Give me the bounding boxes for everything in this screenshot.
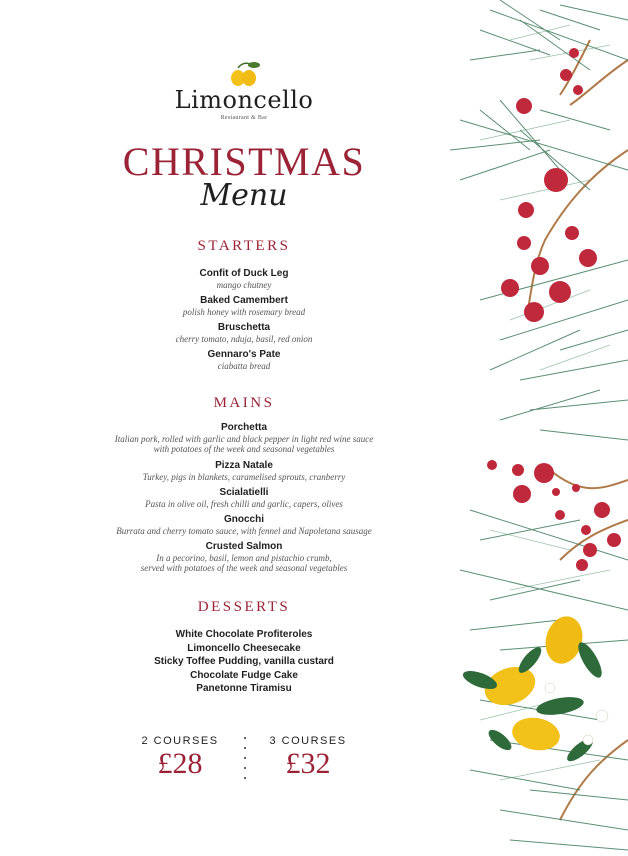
item-name: Confit of Duck Leg [199,268,289,279]
dessert-item: Panetonne Tiramisu [196,683,292,694]
starters-heading: STARTERS [197,238,291,254]
desserts-list [0,628,488,696]
item-description: mango chutney [216,280,272,290]
menu-item [0,541,488,573]
menu-item [0,268,488,290]
logo [0,60,488,121]
price-label: 2 COURSES [141,735,219,747]
price-three-courses [238,735,378,781]
item-name: Gnocchi [223,514,264,525]
lemon-logo-icon [224,60,264,88]
dessert-item: White Chocolate Profiteroles [175,629,313,640]
item-description: Burrata and cherry tomato sauce, with fennel and Napoletana sausage [116,526,372,536]
menu-item [0,460,488,482]
menu-title: CHRISTMAS [122,139,366,184]
item-description: ciabatta bread [217,361,271,371]
menu-item [0,322,488,344]
price-label: 3 COURSES [269,735,347,747]
item-name: Scialatielli [219,487,269,498]
mains-heading: MAINS [213,395,275,411]
item-name: Crusted Salmon [205,541,283,552]
menu-item [0,487,488,509]
brand-name: Limoncello [174,86,314,114]
item-description: cherry tomato, nduja, basil, red onion [175,334,313,344]
dessert-item: Chocolate Fudge Cake [190,669,298,681]
item-name: Pizza Natale [215,460,273,471]
item-description: Turkey, pigs in blankets, caramelised sprouts, cranberry [142,472,346,482]
menu-item [0,422,488,454]
item-description: with potatoes of the week and seasonal vegetables [153,444,335,454]
brand-tagline: Restaurant & Bar [220,115,268,121]
dessert-item: Sticky Toffee Pudding, vanilla custard [154,656,334,667]
menu-item [0,349,488,371]
item-description: Italian pork, rolled with garlic and black pepper in light red wine sauce [114,434,374,444]
item-name: Porchetta [220,422,268,433]
price-value: £32 [285,747,331,780]
item-description: served with potatoes of the week and seasonal vegetables [140,563,348,573]
menu-subtitle: Menu [200,178,288,213]
menu-item [0,514,488,536]
item-description: In a pecorino, basil, lemon and pistachio crumb, [156,553,332,563]
price-value: £28 [157,747,203,780]
red-berries [487,48,621,571]
item-name: Gennaro's Pate [207,349,281,360]
desserts-heading: DESSERTS [197,599,291,615]
item-name: Bruschetta [217,322,271,333]
item-description: polish honey with rosemary bread [182,307,306,317]
menu-item [0,295,488,317]
item-description: Pasta in olive oil, fresh chilli and garlic, capers, olives [145,499,343,509]
item-name: Baked Camembert [200,295,288,306]
price-two-courses [110,735,250,781]
dessert-item: Limoncello Cheesecake [187,642,301,654]
